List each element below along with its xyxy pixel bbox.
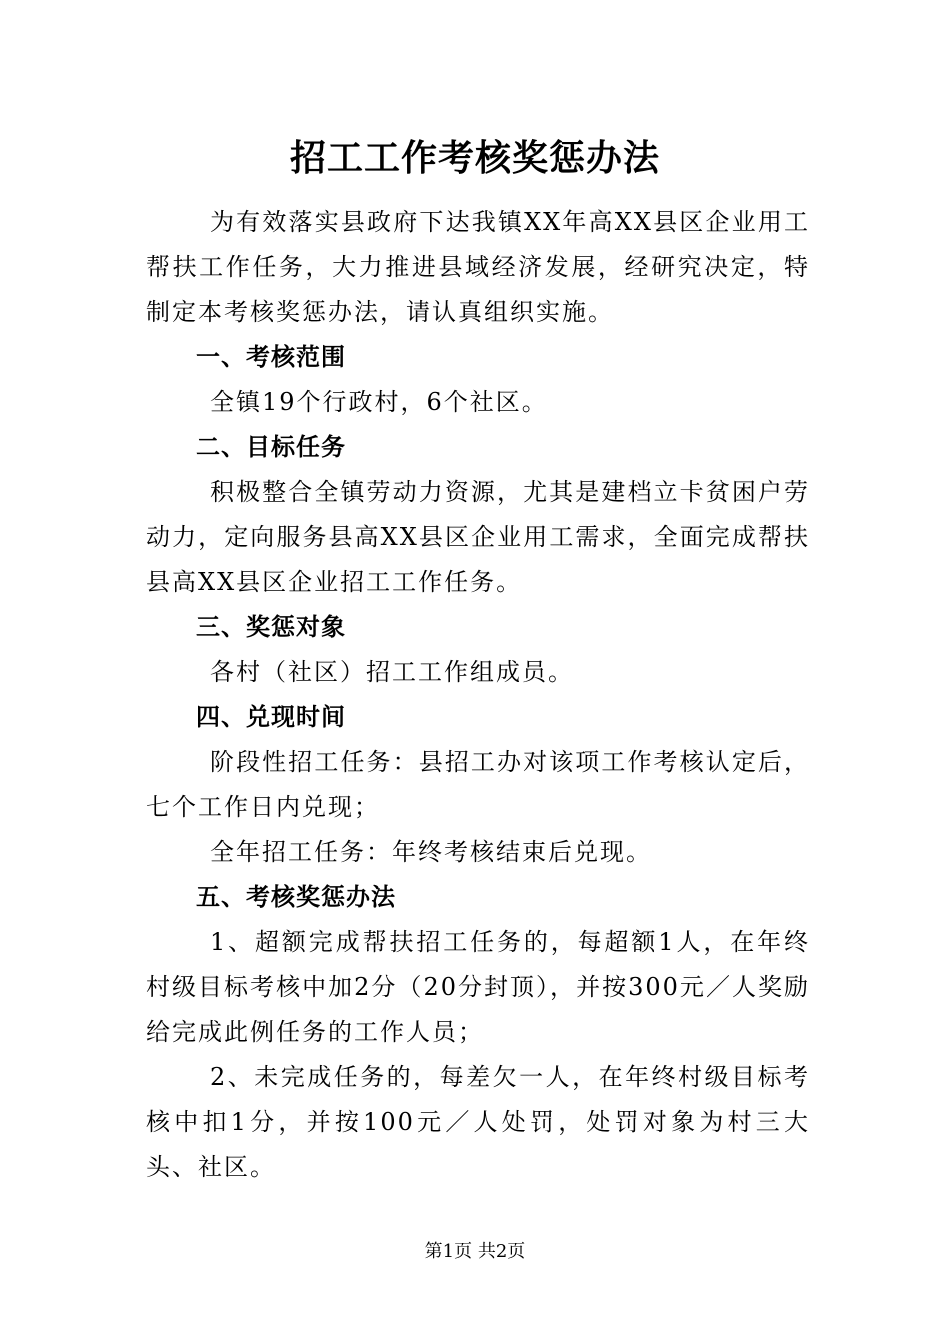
- section-heading-methods: 五、考核奖惩办法: [196, 883, 396, 911]
- page-number-footer: 第1页 共2页: [424, 1241, 526, 1262]
- section-text-scope: 全镇19个行政村，6个社区。: [210, 388, 548, 416]
- section-item-reward: 1、超额完成帮扶招工任务的，每超额1人，在年终村级目标考核中加2分（20分封顶），并按300元／人奖励给完成此例任务的工作人员；: [146, 928, 810, 1046]
- section-heading-scope: 一、考核范围: [196, 343, 346, 371]
- section-text-goals: 积极整合全镇劳动力资源，尤其是建档立卡贫困户劳动力，定向服务县高XX县区企业用工需求，全面完成帮扶县高XX县区企业招工工作任务。: [146, 478, 810, 596]
- intro-paragraph: 为有效落实县政府下达我镇XX年高XX县区企业用工帮扶工作任务，大力推进县域经济发展，经研究决定，特制定本考核奖惩办法，请认真组织实施。: [146, 208, 810, 326]
- document-title: 招工工作考核奖惩办法: [289, 137, 660, 179]
- section-heading-targets: 三、奖惩对象: [196, 613, 346, 641]
- section-heading-goals: 二、目标任务: [196, 433, 346, 461]
- document-body: [146, 200, 810, 1190]
- section-text-timing-annual: 全年招工任务：年终考核结束后兑现。: [210, 838, 652, 866]
- section-heading-timing: 四、兑现时间: [196, 703, 346, 731]
- section-item-penalty: 2、未完成任务的，每差欠一人，在年终村级目标考核中扣1分，并按100元／人处罚，处罚对象为村三大头、社区。: [146, 1063, 810, 1181]
- section-text-timing-stage: 阶段性招工任务：县招工办对该项工作考核认定后，七个工作日内兑现；: [146, 748, 810, 821]
- section-text-targets: 各村（社区）招工工作组成员。: [210, 658, 574, 686]
